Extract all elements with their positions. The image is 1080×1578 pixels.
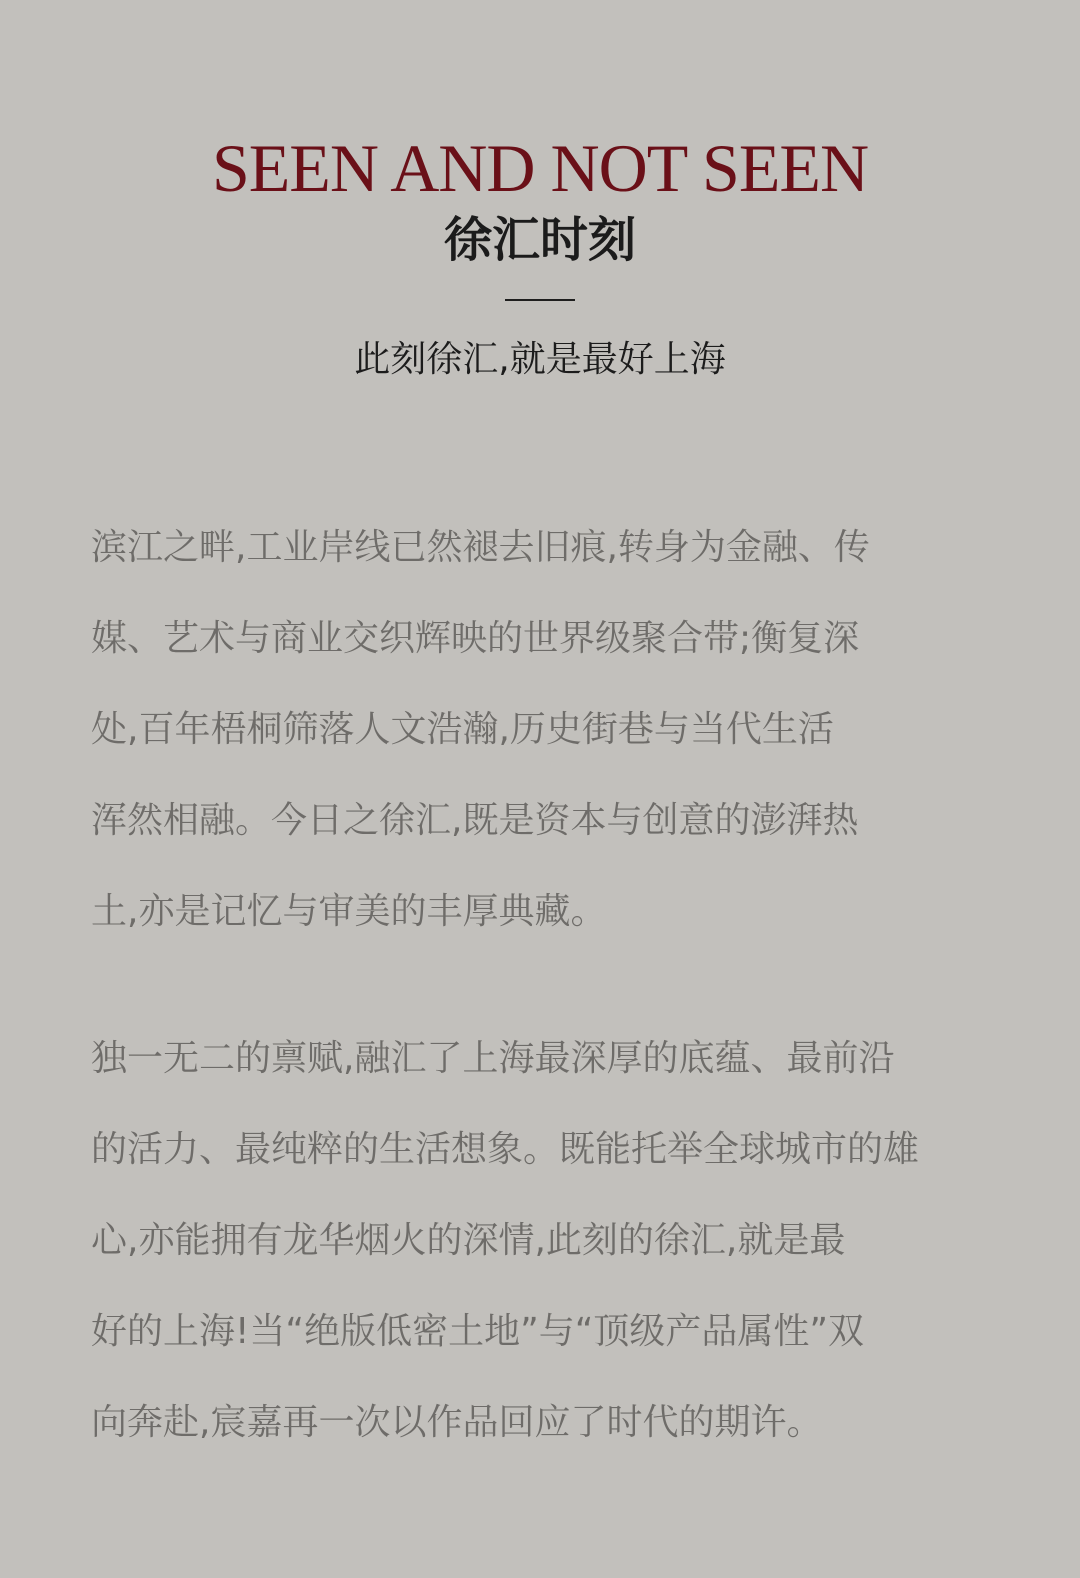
paragraph-line: 土,亦是记忆与审美的丰厚典藏。 [91, 891, 607, 932]
body-paragraph-1 [91, 502, 991, 957]
paragraph-line: 滨江之畔,工业岸线已然褪去旧痕,转身为金融、传 [91, 527, 870, 568]
page-title-english: SEEN AND NOT SEEN [211, 130, 869, 206]
paragraph-line: 的活力、最纯粹的生活想象。既能托举全球城市的雄 [91, 1129, 920, 1170]
paragraph-line: 向奔赴,宸嘉再一次以作品回应了时代的期许。 [91, 1402, 823, 1443]
paragraph-line: 处,百年梧桐筛落人文浩瀚,历史街巷与当代生活 [91, 709, 834, 750]
paragraph-line: 浑然相融。今日之徐汇,既是资本与创意的澎湃热 [91, 800, 859, 841]
title-divider [505, 299, 575, 301]
body-paragraph-2 [91, 1013, 991, 1468]
paragraph-line: 好的上海!当“绝版低密土地”与“顶级产品属性”双 [91, 1311, 865, 1352]
tagline: 此刻徐汇,就是最好上海 [354, 339, 726, 380]
page-title-chinese: 徐汇时刻 [443, 212, 636, 268]
paragraph-line: 心,亦能拥有龙华烟火的深情,此刻的徐汇,就是最 [91, 1220, 846, 1261]
paragraph-line: 独一无二的禀赋,融汇了上海最深厚的底蕴、最前沿 [91, 1038, 895, 1079]
paragraph-line: 媒、艺术与商业交织辉映的世界级聚合带;衡复深 [91, 618, 860, 659]
